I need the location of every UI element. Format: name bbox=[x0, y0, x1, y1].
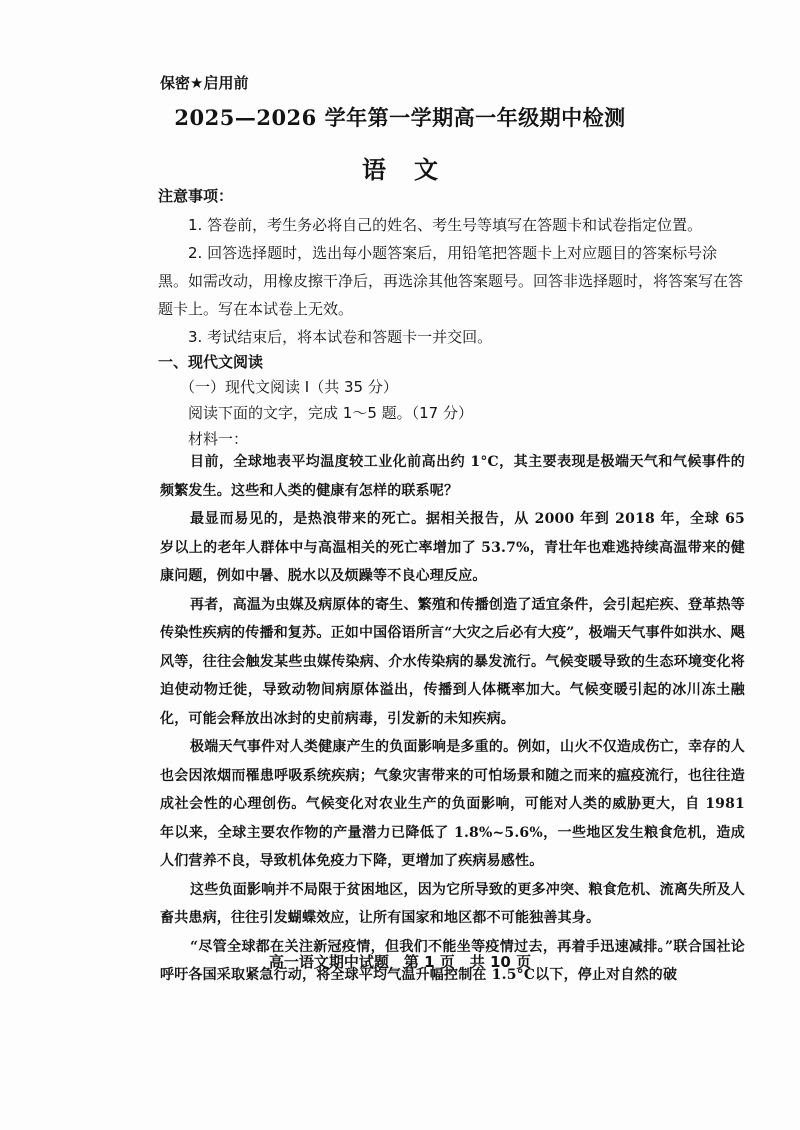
material-label: 材料一： bbox=[188, 430, 249, 448]
notice-item-3: 3. 考试结束后，将本试卷和答题卡一并交回。 bbox=[188, 328, 493, 346]
reading-instruction: 阅读下面的文字，完成 1～5 题。（17 分） bbox=[188, 404, 473, 422]
passage-paragraph: 最显而易见的，是热浪带来的死亡。据相关报告，从 2000 年到 2018 年，全球 65 岁以上的老年人群体中与高温相关的死亡率增加了 53.7%，青壮年也难逃持续高温带来的健康问题，例如中暑、脱水以及烦躁等不良心理反应。 bbox=[160, 511, 745, 584]
passage-paragraph: 这些负面影响并不局限于贫困地区，因为它所导致的更多冲突、粮食危机、流离失所及人畜共患病，往往引发蝴蝶效应，让所有国家和地区都不可能独善其身。 bbox=[160, 881, 745, 926]
part-title: （一）现代文阅读 I（共 35 分） bbox=[180, 378, 398, 396]
page-footer: 高一语文期中试题 第 1 页 共 10 页 bbox=[268, 953, 532, 971]
notice-item-1: 1. 答卷前，考生务必将自己的姓名、考生号等填写在答题卡和试卷指定位置。 bbox=[188, 216, 703, 234]
confidential-label: 保密★启用前 bbox=[160, 74, 249, 92]
exam-title: 2025—2026 学年第一学期高一年级期中检测 bbox=[174, 105, 626, 130]
passage-paragraph: 极端天气事件对人类健康产生的负面影响是多重的。例如，山火不仅造成伤亡，幸存的人也会因浓烟而罹患呼吸系统疾病；气象灾害带来的可怕场景和随之而来的瘟疫流行，也往往造成社会性的心理创伤。气候变化对农业生产的负面影响，可能对人类的威胁更大，自 1981 年以来，全球主要农作物的产量潜力已降低了 1.8%~5.6%，一些地区发生粮食危机，造成人们营养不良，导致机体免疫力下降，更增加了疾病易感性。 bbox=[160, 739, 745, 869]
passage-paragraph: 再者，高温为虫媒及病原体的寄生、繁殖和传播创造了适宜条件，会引起疟疾、登革热等传染性疾病的传播和复苏。正如中国俗语所言“大灾之后必有大疫”，极端天气事件如洪水、飓风等，往往会触发某些虫媒传染病、介水传染病的暴发流行。气候变暖导致的生态环境变化将迫使动物迁徙，导致动物间病原体溢出，传播到人体概率加大。气候变暖引起的冰川冻土融化，可能会释放出冰封的史前病毒，引发新的未知疾病。 bbox=[160, 596, 745, 727]
section-title: 一、现代文阅读 bbox=[158, 353, 264, 371]
notice-item-2: 2. 回答选择题时，选出每小题答案后，用铅笔把答题卡上对应题目的答案标号涂黑。如需改动，用橡皮擦干净后，再选涂其他答案题号。回答非选择题时，将答案写在答题卡上。写在本试卷上无效。 bbox=[158, 244, 744, 318]
passage-paragraph: “尽管全球都在关注新冠疫情，但我们不能坐等疫情过去，再着手迅速减排。”联合国社论呼吁各国采取紧急行动，将全球平均气温升幅控制在 1.5°C以下，停止对自然的破 bbox=[160, 938, 745, 983]
passage-paragraph: 目前，全球地表平均温度较工业化前高出约 1°C，其主要表现是极端天气和气候事件的频繁发生。这些和人类的健康有怎样的联系呢？ bbox=[160, 454, 745, 499]
notice-title: 注意事项： bbox=[158, 187, 234, 205]
passage bbox=[160, 448, 745, 990]
subject-title: 语文 bbox=[362, 155, 466, 184]
